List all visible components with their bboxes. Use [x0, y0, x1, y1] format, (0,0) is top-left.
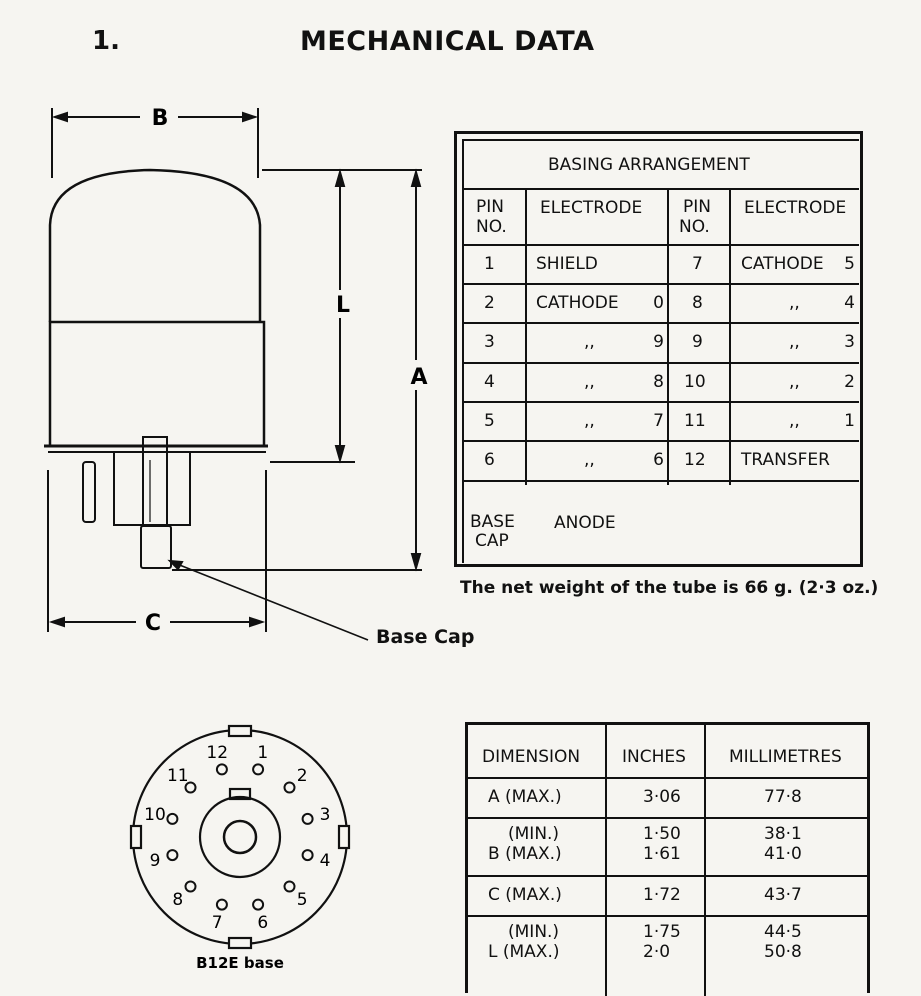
- basing-right-electrode: TRANSFER: [741, 450, 830, 470]
- pin-number-label: 10: [144, 805, 166, 826]
- basing-left-electrode: SHIELD: [536, 254, 598, 274]
- pin-hole: [285, 882, 295, 892]
- dim-row-mm-max: 50·8: [764, 942, 802, 962]
- base-pin-diagram: [120, 722, 370, 977]
- pin-hole: [186, 882, 196, 892]
- basing-right-pin: 11: [684, 411, 706, 431]
- pin-number-label: 1: [257, 743, 269, 763]
- basing-right-pin: 7: [692, 254, 703, 274]
- col-pin-header-1b: NO.: [476, 217, 507, 237]
- col-pin-header-2b: NO.: [679, 217, 710, 237]
- pin-hole: [217, 764, 227, 774]
- basing-left-number: 0: [653, 293, 664, 313]
- dim-l-label: L: [335, 293, 351, 318]
- basing-left-pin: 3: [484, 332, 495, 352]
- basing-left-pin: 2: [484, 293, 495, 313]
- dim-row-inches: 1·72: [643, 885, 681, 905]
- basing-left-pin: 5: [484, 411, 495, 431]
- dim-a-label: A: [410, 365, 428, 390]
- basing-right-number: 2: [844, 372, 855, 392]
- col-pin-header-2: PIN: [683, 197, 711, 217]
- dim-row-inches-min: 1·50: [643, 824, 681, 844]
- dim-header-dimension: DIMENSION: [482, 747, 581, 767]
- dim-row-mm: 77·8: [764, 787, 802, 807]
- pin-number-label: 12: [206, 743, 229, 763]
- dim-row-inches-max: 2·0: [643, 942, 671, 962]
- dim-row-inches-min: 1·75: [643, 922, 681, 942]
- weight-note: The net weight of the tube is 66 g. (2·3 oz.): [460, 578, 879, 598]
- base-cap-pin-2: CAP: [475, 531, 509, 551]
- base-caption: B12E base: [196, 954, 284, 972]
- basing-right-number: 3: [844, 332, 855, 352]
- dim-c-label: C: [144, 611, 162, 636]
- pin-number-label: 8: [172, 890, 184, 911]
- basing-left-electrode: ,,: [584, 411, 595, 431]
- tube-drawing: [0, 0, 460, 670]
- col-pin-header-1: PIN: [476, 197, 504, 217]
- dim-row-label: L (MAX.): [488, 942, 560, 962]
- pin-number-label: 7: [211, 913, 223, 933]
- basing-right-electrode: ,,: [789, 293, 800, 313]
- basing-right-pin: 8: [692, 293, 703, 313]
- basing-arrangement-table: [454, 131, 863, 567]
- basing-left-number: 6: [653, 450, 664, 470]
- pin-number-label: 2: [296, 765, 308, 786]
- dim-row-mm: 43·7: [764, 885, 802, 905]
- col-electrode-header-1: ELECTRODE: [540, 198, 643, 218]
- basing-right-electrode: CATHODE: [741, 254, 824, 274]
- section-number: 1.: [92, 26, 120, 56]
- dim-row-mm-max: 41·0: [764, 844, 802, 864]
- basing-left-number: 7: [653, 411, 664, 431]
- dim-row-inches: 3·06: [643, 787, 681, 807]
- pin-hole: [167, 850, 177, 860]
- basing-left-electrode: CATHODE: [536, 293, 619, 313]
- dim-row-mm-min: 38·1: [764, 824, 802, 844]
- dim-row-label: C (MAX.): [488, 885, 562, 905]
- dim-row-label: A (MAX.): [488, 787, 562, 807]
- basing-right-number: 5: [844, 254, 855, 274]
- basing-left-electrode: ,,: [584, 450, 595, 470]
- pin-number-label: 6: [257, 913, 269, 933]
- basing-left-pin: 1: [484, 254, 495, 274]
- basing-right-pin: 9: [692, 332, 703, 352]
- dimensions-table: [465, 722, 870, 993]
- pin-hole: [303, 850, 313, 860]
- pin-number-label: 5: [296, 890, 308, 911]
- basing-right-pin: 12: [684, 450, 706, 470]
- base-cap-pin: BASE: [470, 512, 515, 532]
- basing-left-number: 8: [653, 372, 664, 392]
- basing-left-pin: 4: [484, 372, 495, 392]
- pin-hole: [303, 814, 313, 824]
- basing-left-number: 9: [653, 332, 664, 352]
- pin-number-label: 3: [319, 805, 331, 826]
- dim-row-label-min: (MIN.): [508, 922, 560, 942]
- page-title: MECHANICAL DATA: [300, 26, 595, 57]
- pin-hole: [167, 814, 177, 824]
- pin-hole: [253, 900, 263, 910]
- basing-right-number: 4: [844, 293, 855, 313]
- dim-row-inches-max: 1·61: [643, 844, 681, 864]
- basing-left-electrode: ,,: [584, 332, 595, 352]
- dim-row-label: B (MAX.): [488, 844, 562, 864]
- dim-row-label-min: (MIN.): [508, 824, 560, 844]
- dim-header-mm: MILLIMETRES: [729, 747, 842, 767]
- basing-left-electrode: ,,: [584, 372, 595, 392]
- basing-title: BASING ARRANGEMENT: [548, 155, 750, 175]
- pin-number-label: 4: [319, 850, 331, 871]
- pin-hole: [253, 764, 263, 774]
- dim-header-inches: INCHES: [622, 747, 686, 767]
- pin-hole: [217, 900, 227, 910]
- dim-row-mm-min: 44·5: [764, 922, 802, 942]
- dim-b-label: B: [151, 106, 169, 131]
- pin-number-label: 9: [149, 850, 161, 871]
- base-cap-label: Base Cap: [376, 626, 475, 648]
- base-cap-electrode: ANODE: [554, 513, 616, 533]
- col-electrode-header-2: ELECTRODE: [744, 198, 847, 218]
- basing-right-electrode: ,,: [789, 332, 800, 352]
- basing-left-pin: 6: [484, 450, 495, 470]
- basing-right-electrode: ,,: [789, 411, 800, 431]
- basing-right-number: 1: [844, 411, 855, 431]
- pin-number-label: 11: [166, 765, 189, 786]
- basing-right-electrode: ,,: [789, 372, 800, 392]
- pin-hole: [285, 783, 295, 793]
- basing-right-pin: 10: [684, 372, 706, 392]
